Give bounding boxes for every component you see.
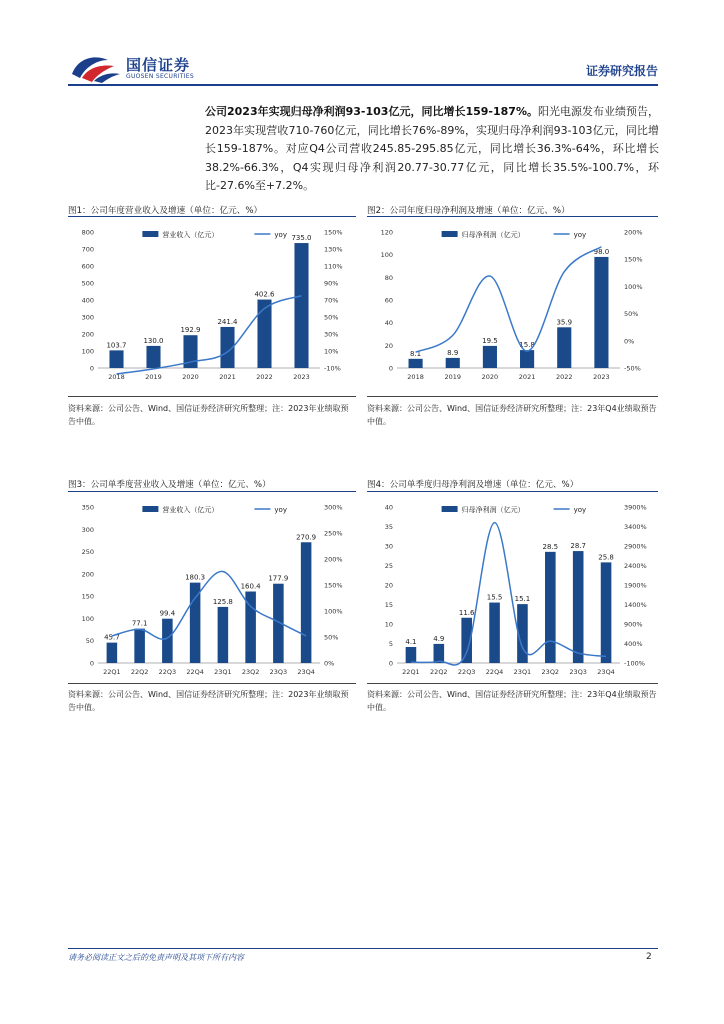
- bar-data-label: 125.8: [212, 597, 233, 606]
- bar-data-label: 241.4: [217, 317, 238, 326]
- figure-2-bottom-rule: [367, 396, 658, 397]
- bar: [162, 619, 173, 663]
- y-right-tick-label: 2900%: [624, 542, 647, 551]
- bar: [434, 644, 445, 663]
- bar-data-label: 4.1: [405, 638, 417, 647]
- y-left-tick-label: 250: [81, 548, 94, 557]
- bar: [134, 629, 145, 663]
- figure-2-top-rule: [367, 216, 658, 217]
- company-name-cn: 国信证券: [126, 56, 191, 74]
- legend-bar-swatch: [442, 506, 458, 512]
- figure-1-top-rule: [68, 216, 356, 217]
- x-tick-label: 22Q1: [402, 668, 420, 676]
- y-left-tick-label: 25: [384, 562, 393, 570]
- bar-data-label: 8.1: [410, 349, 422, 358]
- y-right-tick-label: 110%: [324, 262, 343, 271]
- figure-4-title: 图4：公司单季度归母净利润及增速（单位：亿元、%）: [367, 480, 579, 490]
- x-tick-label: 2021: [219, 373, 236, 381]
- y-right-tick-label: -50%: [624, 364, 641, 373]
- figure-4-top-rule: [367, 491, 658, 492]
- y-left-tick-label: 200: [81, 330, 94, 339]
- bar-data-label: 180.3: [185, 573, 206, 582]
- legend-bar-label: 归母净利润（亿元）: [461, 506, 525, 514]
- figure-1-source: 资料来源：公司公告、Wind、国信证券经济研究所整理；注：2023年业绩取预告中值。: [68, 404, 349, 426]
- bar: [594, 257, 608, 368]
- y-left-tick-label: 15: [384, 601, 393, 609]
- y-right-tick-label: 0%: [324, 659, 335, 668]
- y-left-tick-label: 300: [81, 525, 94, 534]
- figure-1-title: 图1：公司年度营业收入及增速（单位：亿元、%）: [68, 206, 263, 216]
- figure-1-chart: [68, 220, 358, 385]
- bar-data-label: 130.0: [143, 336, 164, 345]
- y-right-tick-label: 50%: [324, 313, 339, 322]
- y-left-tick-label: 50: [85, 637, 94, 646]
- bar: [446, 358, 460, 368]
- figure-2-title: 图2：公司年度归母净利润及增速（单位：亿元、%）: [367, 206, 570, 216]
- y-left-tick-label: 35: [384, 523, 393, 531]
- bar-data-label: 402.6: [254, 290, 275, 299]
- y-left-tick-label: 600: [81, 262, 94, 271]
- bar: [409, 359, 423, 368]
- y-right-tick-label: 100%: [624, 282, 643, 291]
- page-number: 2: [646, 952, 652, 962]
- y-left-tick-label: 200: [81, 570, 94, 579]
- y-left-tick-label: 40: [384, 319, 393, 328]
- legend-line-label: yoy: [573, 506, 587, 514]
- x-tick-label: 22Q4: [485, 668, 504, 676]
- y-right-tick-label: 3400%: [624, 523, 647, 531]
- x-tick-label: 2019: [444, 373, 462, 381]
- y-right-tick-label: 1400%: [624, 601, 647, 609]
- x-tick-label: 22Q4: [186, 668, 204, 676]
- bar-data-label: 15.5: [486, 593, 503, 602]
- bar: [190, 583, 201, 663]
- y-right-tick-label: 1900%: [624, 581, 647, 590]
- x-tick-label: 22Q3: [158, 668, 177, 676]
- x-tick-label: 22Q1: [103, 668, 121, 676]
- x-tick-label: 22Q2: [130, 668, 149, 676]
- y-right-tick-label: 0%: [624, 337, 635, 346]
- bar: [294, 243, 308, 368]
- bar: [107, 643, 118, 663]
- y-left-tick-label: 80: [384, 273, 393, 282]
- y-left-tick-label: 100: [81, 614, 94, 623]
- figure-3-top-rule: [68, 491, 356, 492]
- y-left-tick-label: 400: [81, 296, 94, 305]
- bar: [573, 551, 584, 663]
- legend-bar-swatch: [142, 231, 158, 237]
- summary-bold-headline: 公司2023年实现归母净利润93-103亿元，同比增长159-187%。: [205, 105, 538, 118]
- y-left-tick-label: 300: [81, 313, 94, 322]
- figure-4-source: 资料来源：公司公告、Wind、国信证券经济研究所整理；注：23年Q4业绩取预告中值。: [367, 690, 657, 712]
- y-left-tick-label: 120: [380, 228, 393, 237]
- figure-3-title: 图3：公司单季度营业收入及增速（单位：亿元、%）: [68, 480, 271, 490]
- bar-data-label: 177.9: [268, 574, 289, 583]
- y-right-tick-label: 900%: [624, 620, 643, 629]
- figure-1-bottom-rule: [68, 396, 356, 397]
- y-right-tick-label: -100%: [624, 659, 645, 668]
- x-tick-label: 23Q1: [513, 668, 532, 676]
- figure-3-bottom-rule: [68, 683, 356, 684]
- bar-data-label: 15.8: [519, 341, 535, 350]
- x-tick-label: 23Q3: [569, 668, 587, 676]
- x-tick-label: 2018: [407, 373, 424, 381]
- bar-data-label: 192.9: [180, 326, 201, 335]
- bar-data-label: 15.1: [514, 595, 531, 604]
- x-tick-label: 23Q2: [241, 668, 260, 676]
- y-left-tick-label: 700: [81, 245, 94, 254]
- bar: [520, 350, 534, 368]
- bar-data-label: 98.0: [593, 247, 610, 256]
- legend-bar-label: 营业收入（亿元）: [162, 231, 219, 239]
- y-left-tick-label: 40: [384, 503, 393, 512]
- bar-data-label: 28.5: [542, 542, 559, 551]
- y-left-tick-label: 0: [388, 364, 393, 373]
- x-tick-label: 23Q4: [597, 668, 615, 676]
- bar: [301, 542, 312, 663]
- x-tick-label: 22Q3: [457, 668, 476, 676]
- y-right-tick-label: 50%: [624, 310, 639, 319]
- y-right-tick-label: 300%: [324, 503, 343, 512]
- bar-data-label: 99.4: [159, 609, 176, 618]
- y-right-tick-label: 250%: [324, 529, 343, 538]
- y-right-tick-label: 70%: [324, 296, 339, 305]
- bar: [109, 350, 123, 368]
- figure-4-bottom-rule: [367, 683, 658, 684]
- bar: [601, 562, 612, 663]
- y-right-tick-label: 10%: [324, 347, 339, 356]
- y-right-tick-label: -10%: [324, 364, 341, 373]
- header-divider: [68, 84, 658, 86]
- legend-bar-swatch: [142, 506, 158, 512]
- bar-data-label: 28.7: [570, 542, 586, 551]
- y-right-tick-label: 2400%: [624, 562, 647, 570]
- guosen-logo-icon: [68, 50, 124, 84]
- legend-bar-swatch: [442, 231, 458, 237]
- y-left-tick-label: 100: [380, 251, 393, 260]
- bar: [146, 346, 160, 368]
- y-right-tick-label: 400%: [624, 640, 643, 648]
- figure-3-source: 资料来源：公司公告、Wind、国信证券经济研究所整理；注：2023年业绩取预告中值。: [68, 690, 349, 712]
- y-left-tick-label: 60: [384, 296, 393, 305]
- legend-line-label: yoy: [274, 231, 287, 239]
- bar: [483, 346, 497, 368]
- footer-divider: [68, 948, 658, 949]
- legend-line-label: yoy: [274, 506, 287, 514]
- y-left-tick-label: 0: [89, 659, 94, 668]
- x-tick-label: 2021: [518, 373, 536, 381]
- y-left-tick-label: 20: [384, 581, 393, 590]
- y-left-tick-label: 800: [81, 228, 94, 237]
- x-tick-label: 2023: [593, 373, 610, 381]
- y-right-tick-label: 200%: [624, 228, 643, 237]
- y-right-tick-label: 130%: [324, 245, 343, 254]
- bar-data-label: 8.9: [447, 348, 459, 357]
- bar-data-label: 4.9: [433, 634, 445, 643]
- y-left-tick-label: 150: [81, 592, 94, 601]
- y-right-tick-label: 150%: [324, 228, 343, 237]
- company-name-en: GUOSEN SECURITIES: [126, 73, 195, 80]
- bar-data-label: 103.7: [106, 341, 127, 350]
- bar-data-label: 11.6: [458, 608, 475, 617]
- x-tick-label: 2020: [481, 373, 499, 381]
- bar: [218, 607, 229, 663]
- footer-disclaimer: 请务必阅读正文之后的免责声明及其项下所有内容: [68, 953, 244, 962]
- yoy-series-line: [117, 296, 302, 374]
- y-right-tick-label: 3900%: [624, 503, 647, 512]
- bar: [557, 327, 571, 368]
- bar: [257, 300, 271, 368]
- figure-2-chart: [367, 220, 658, 385]
- y-left-tick-label: 10: [384, 620, 393, 629]
- legend-bar-label: 归母净利润（亿元）: [461, 231, 525, 239]
- bar: [406, 647, 417, 663]
- figure-4-chart: [367, 495, 658, 680]
- figure-2-source: 资料来源：公司公告、Wind、国信证券经济研究所整理；注：23年Q4业绩取预告中值。: [367, 404, 657, 426]
- y-right-tick-label: 90%: [324, 279, 339, 288]
- bar-data-label: 77.1: [131, 619, 148, 628]
- x-tick-label: 22Q2: [430, 668, 448, 676]
- bar: [489, 603, 500, 663]
- figure-3-chart: [68, 495, 358, 680]
- legend-line-label: yoy: [573, 231, 587, 239]
- y-left-tick-label: 100: [81, 347, 94, 356]
- x-tick-label: 2022: [256, 373, 273, 381]
- bar-data-label: 160.4: [240, 582, 261, 591]
- yoy-series-line: [416, 247, 602, 353]
- legend-bar-label: 营业收入（亿元）: [162, 506, 219, 514]
- bar-data-label: 25.8: [598, 553, 614, 562]
- y-right-tick-label: 100%: [324, 607, 343, 616]
- y-right-tick-label: 30%: [324, 330, 339, 339]
- x-tick-label: 23Q1: [214, 668, 232, 676]
- y-left-tick-label: 30: [384, 542, 393, 551]
- bar-data-label: 45.7: [104, 633, 120, 642]
- bar: [545, 552, 556, 663]
- y-right-tick-label: 150%: [324, 581, 343, 590]
- y-left-tick-label: 20: [384, 341, 393, 350]
- x-tick-label: 2022: [555, 373, 573, 381]
- y-right-tick-label: 150%: [624, 255, 643, 264]
- x-tick-label: 2020: [182, 373, 199, 381]
- x-tick-label: 23Q3: [269, 668, 288, 676]
- y-left-tick-label: 5: [388, 640, 393, 648]
- summary-body: 阳光电源发布业绩预告，2023年实现营收710-760亿元，同比增长76%-89%，实现归母净利润93-103亿元，同比增长159-187%。对应Q4公司营收245.85-295.85亿元，同比增长36.3%-64%，环比增长38.2%-66.3%，Q4实现归母净利润20.77-30.77亿元，同比增长35.5%-100.7%，环比-27.6%至+7.2%。: [205, 105, 659, 192]
- y-left-tick-label: 0: [89, 364, 94, 373]
- summary-paragraph: [205, 103, 659, 196]
- y-right-tick-label: 50%: [324, 633, 339, 642]
- bar-data-label: 735.0: [291, 234, 312, 243]
- y-left-tick-label: 0: [388, 659, 393, 668]
- y-left-tick-label: 350: [81, 503, 94, 512]
- x-tick-label: 23Q2: [541, 668, 560, 676]
- bar-data-label: 270.9: [296, 533, 317, 542]
- x-tick-label: 2019: [145, 373, 162, 381]
- bar-data-label: 19.5: [482, 336, 498, 345]
- document-type: 证券研究报告: [585, 64, 658, 78]
- x-tick-label: 23Q4: [297, 668, 315, 676]
- y-right-tick-label: 200%: [324, 555, 343, 564]
- x-tick-label: 2018: [108, 373, 125, 381]
- y-left-tick-label: 500: [81, 279, 94, 288]
- x-tick-label: 2023: [293, 373, 310, 381]
- bar-data-label: 35.9: [556, 318, 573, 327]
